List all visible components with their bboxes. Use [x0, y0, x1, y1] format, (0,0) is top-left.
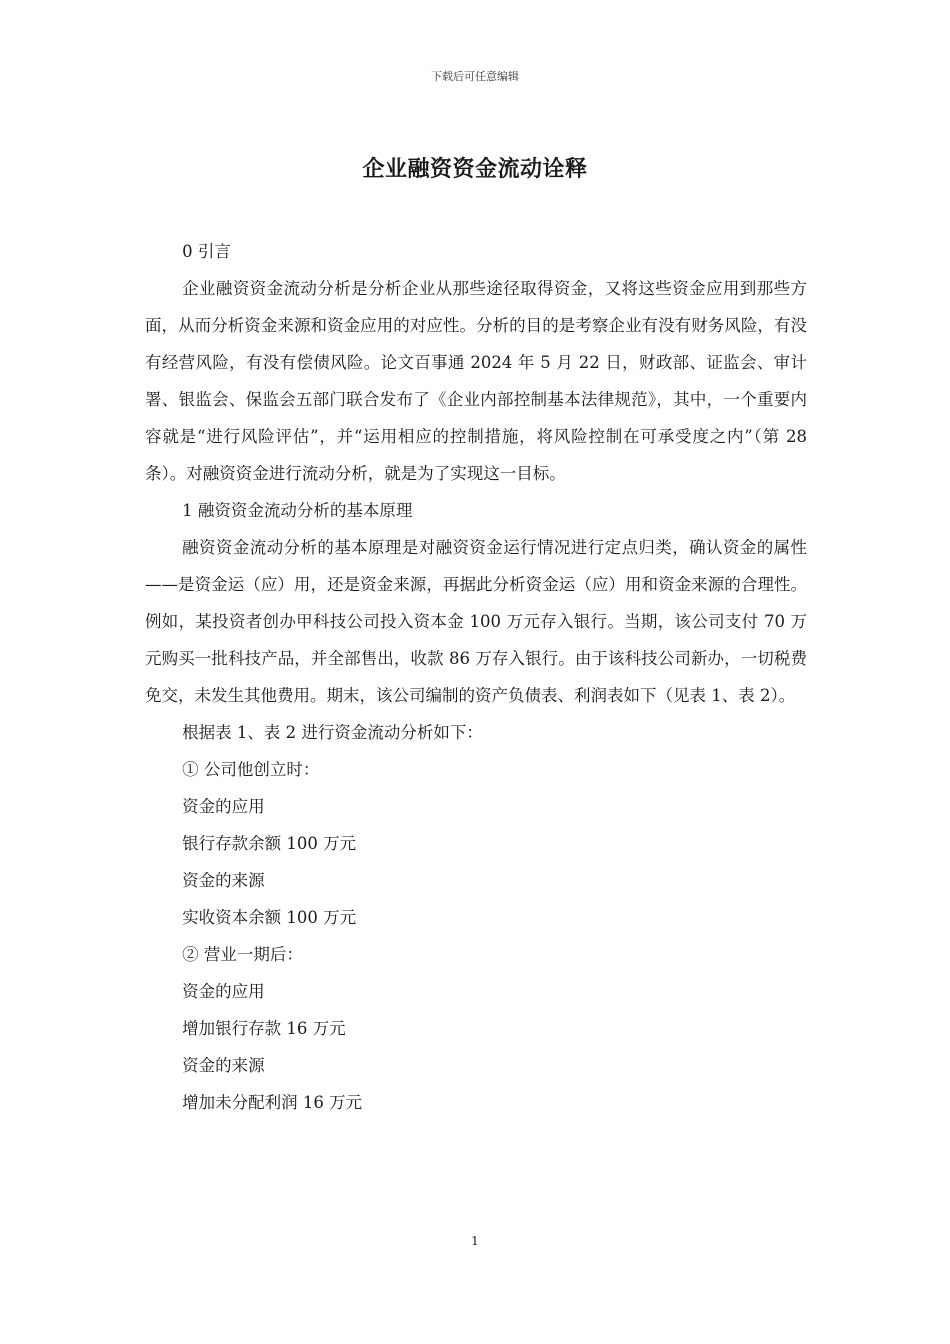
page-number: 1 — [471, 1234, 479, 1248]
paragraph-principle: 融资资金流动分析的基本原理是对融资资金运行情况进行定点归类，确认资金的属性——是资金运（应）用，还是资金来源，再据此分析资金运（应）用和资金来源的合理性。例如，某投资者创办甲科技公司投入资本金 100 万元存入银行。当期，该公司支付 70 万元购买一批科技产品，并全部售出，收款 86 万存入银行。由于该科技公司新办，一切税费免交，未发生其他费用。期末，该公司编制的资产负债表、利润表如下（见表 1、表 2）。 — [145, 538, 807, 705]
list-item-after-period: ② 营业一期后： — [182, 945, 303, 964]
list-item-founding: ① 公司他创立时： — [182, 760, 320, 779]
list-line: 增加银行存款 16 万元 — [182, 1019, 346, 1038]
list-line: 资金的应用 — [182, 797, 265, 816]
list-line: 资金的应用 — [182, 982, 265, 1001]
paragraph-intro: 企业融资资金流动分析是分析企业从那些途径取得资金，又将这些资金应用到那些方面，从而分析资金来源和资金应用的对应性。分析的目的是考察企业有没有财务风险，有没有经营风险，有没有偿债风险。论文百事通 2024 年 5 月 22 日，财政部、证监会、审计署、银监会、保监会五部门联合发布了《企业内部控制基本法律规范》，其中，一个重要内容就是“进行风险评估”，并“运用相应的控制措施，将风险控制在可承受度之内”（第 28 条）。对融资资金进行流动分析，就是为了实现这一目标。 — [145, 279, 807, 483]
section-heading-principle: 1 融资资金流动分析的基本原理 — [182, 501, 413, 520]
paragraph-analysis-lead: 根据表 1、表 2 进行资金流动分析如下： — [182, 723, 483, 742]
section-heading-intro: 0 引言 — [182, 242, 231, 261]
list-line: 资金的来源 — [182, 1056, 265, 1075]
list-line: 增加未分配利润 16 万元 — [182, 1093, 363, 1112]
list-line: 银行存款余额 100 万元 — [182, 834, 357, 853]
page-header-note: 下载后可任意编辑 — [431, 70, 519, 83]
document-body — [145, 233, 807, 1121]
list-line: 实收资本余额 100 万元 — [182, 908, 357, 927]
document-title: 企业融资资金流动诠释 — [362, 156, 588, 182]
list-line: 资金的来源 — [182, 871, 265, 890]
